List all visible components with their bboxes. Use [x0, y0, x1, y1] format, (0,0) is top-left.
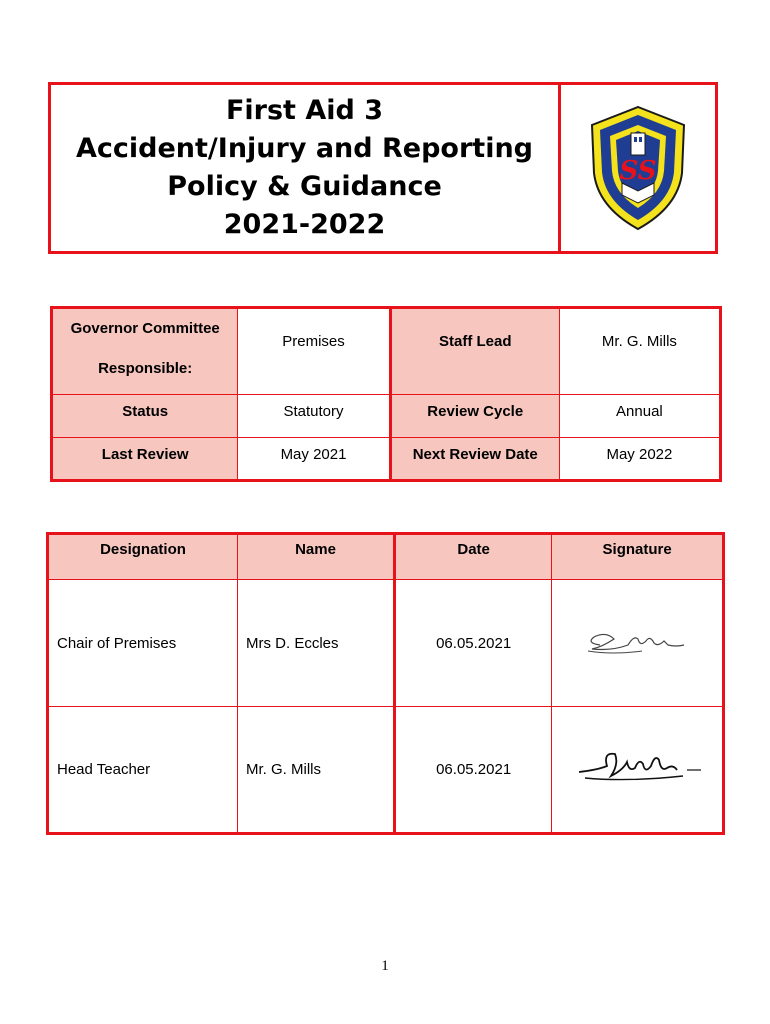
next-review-value: May 2022	[559, 438, 720, 481]
next-review-label: Next Review Date	[390, 438, 559, 481]
title-box	[48, 82, 718, 254]
governor-committee-value: Premises	[238, 308, 390, 395]
signature-cell	[552, 707, 724, 834]
staff-lead-value: Mr. G. Mills	[559, 308, 720, 395]
table-row	[48, 580, 724, 707]
title-line: Policy & Guidance	[167, 171, 442, 202]
title-line: Accident/Injury and Reporting	[75, 133, 534, 164]
name-cell: Mr. G. Mills	[238, 707, 395, 834]
policy-info-table	[50, 306, 722, 482]
page-number: 1	[381, 958, 389, 974]
governor-committee-label: Governor Committee Responsible:	[52, 308, 238, 395]
header-name: Name	[238, 534, 395, 580]
logo-cell	[561, 85, 715, 251]
title-line: First Aid 3	[225, 95, 384, 126]
school-crest-logo	[586, 103, 690, 233]
review-cycle-label: Review Cycle	[390, 395, 559, 438]
last-review-value: May 2021	[238, 438, 390, 481]
header-designation: Designation	[48, 534, 238, 580]
handwritten-signature-2	[567, 746, 707, 790]
status-value: Statutory	[238, 395, 390, 438]
designation-cell: Chair of Premises	[48, 580, 238, 707]
last-review-label: Last Review	[52, 438, 238, 481]
approval-signature-table	[46, 532, 725, 835]
table-row	[48, 707, 724, 834]
designation-cell: Head Teacher	[48, 707, 238, 834]
logo-lettering: SS	[619, 156, 657, 186]
date-cell: 06.05.2021	[395, 707, 552, 834]
staff-lead-label: Staff Lead	[390, 308, 559, 395]
handwritten-signature-1	[572, 621, 702, 661]
date-cell: 06.05.2021	[395, 580, 552, 707]
signature-cell	[552, 580, 724, 707]
title-line: 2021-2022	[223, 209, 386, 240]
header-date: Date	[395, 534, 552, 580]
name-cell: Mrs D. Eccles	[238, 580, 395, 707]
status-label: Status	[52, 395, 238, 438]
header-signature: Signature	[552, 534, 724, 580]
review-cycle-value: Annual	[559, 395, 720, 438]
document-title	[51, 85, 561, 251]
